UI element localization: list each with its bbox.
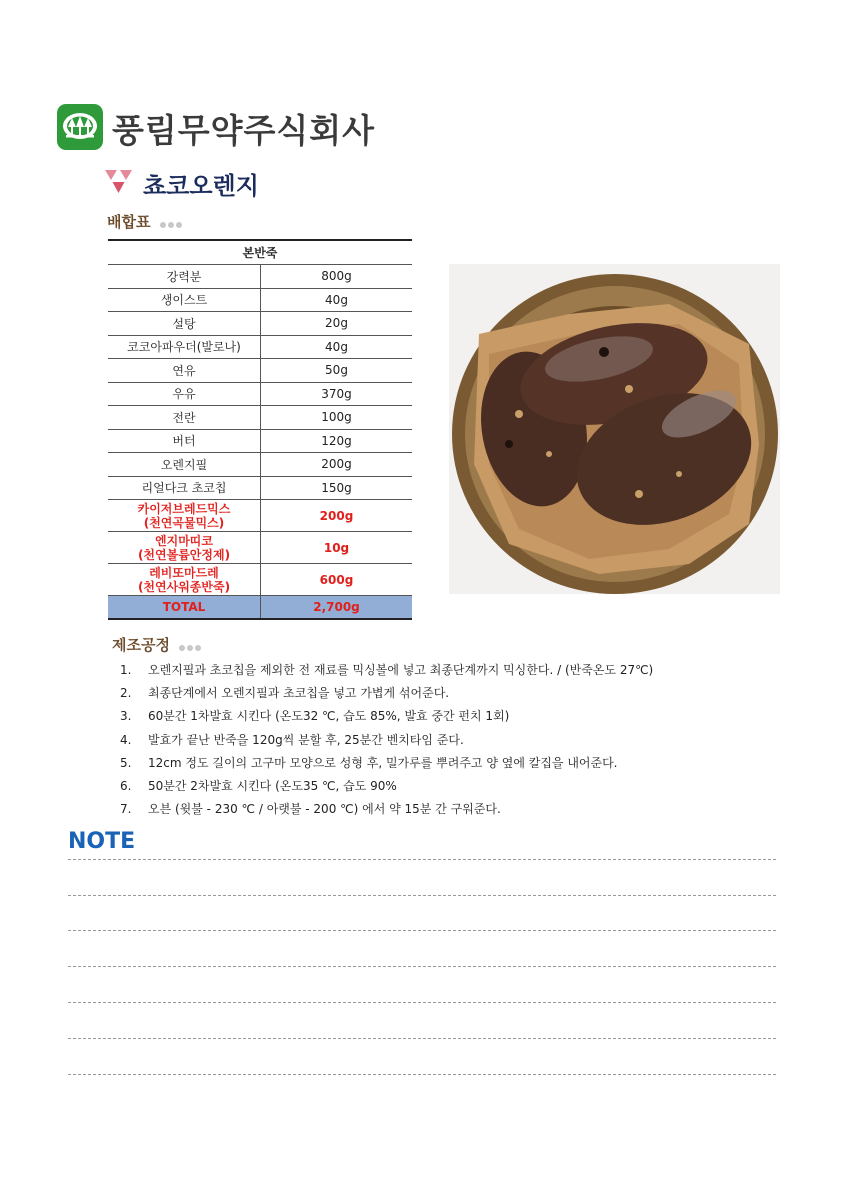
ingredient-name: 코코아파우더(발로나) (108, 335, 261, 359)
ingredient-name: 전란 (108, 406, 261, 430)
process-steps (120, 659, 820, 821)
ingredient-name-line1: 엔지마띠코 (155, 533, 213, 548)
step-number: 6. (120, 778, 132, 793)
ingredient-amount: 200g (261, 453, 413, 477)
step-number: 7. (120, 802, 132, 817)
ingredient-name: 연유 (108, 359, 261, 383)
ingredient-amount: 50g (261, 359, 413, 383)
table-row (108, 382, 412, 406)
note-line (68, 859, 776, 860)
triangle-cluster-icon (104, 168, 134, 196)
list-item (120, 752, 820, 775)
ingredient-name: 우유 (108, 382, 261, 406)
step-number: 4. (120, 732, 132, 747)
dots-decoration (160, 214, 184, 232)
list-item (120, 682, 820, 705)
note-line (68, 966, 776, 967)
formula-label-text: 배합표 (107, 213, 151, 231)
step-text: 발효가 끝난 반죽을 120g씩 분할 후, 25분간 벤치타임 준다. (148, 732, 464, 747)
step-number: 3. (120, 709, 132, 724)
list-item (120, 798, 820, 821)
table-row-total (108, 596, 412, 620)
note-line (68, 895, 776, 896)
note-line (68, 1002, 776, 1003)
ingredient-amount: 40g (261, 288, 413, 312)
ingredient-name-line1: 레비또마드레 (149, 565, 219, 580)
ingredient-amount: 20g (261, 312, 413, 336)
ingredient-amount: 200g (261, 500, 413, 532)
table-row (108, 429, 412, 453)
ingredient-name-line1: 카이저브레드믹스 (137, 501, 231, 516)
table-row (108, 359, 412, 383)
table-row (108, 406, 412, 430)
table-row-highlight (108, 532, 412, 564)
ingredient-name: 강력분 (108, 265, 261, 289)
ingredient-name: 버터 (108, 429, 261, 453)
ingredient-name-line2: (천연곡물믹스) (143, 515, 225, 530)
list-item (120, 659, 820, 682)
table-row (108, 288, 412, 312)
note-title: NOTE (68, 829, 136, 854)
recipe-title: 쵸코오렌지 (143, 172, 259, 200)
total-amount: 2,700g (261, 596, 413, 620)
process-section-label (112, 634, 203, 655)
step-text: 오븐 (윗불 - 230 ℃ / 아랫불 - 200 ℃) 에서 약 15분 간 구워준다. (148, 802, 501, 817)
table-header: 본반죽 (108, 240, 412, 265)
recipe-table (108, 239, 412, 620)
step-number: 1. (120, 663, 132, 677)
table-row-highlight (108, 564, 412, 596)
table-row-highlight (108, 500, 412, 532)
step-text: 12cm 정도 길이의 고구마 모양으로 성형 후, 밀가루를 뿌려주고 양 옆에 칼집을 내어준다. (148, 755, 618, 770)
company-name: 풍림무약주식회사 (112, 111, 376, 150)
formula-section-label (107, 211, 184, 232)
ingredient-name: 오렌지필 (108, 453, 261, 477)
step-number: 5. (120, 755, 132, 770)
list-item (120, 729, 820, 752)
ingredient-amount: 600g (261, 564, 413, 596)
step-text: 오렌지필과 초코칩을 제외한 전 재료를 믹싱볼에 넣고 최종단계까지 믹싱한다. / (반죽온도 27℃) (148, 663, 654, 677)
ingredient-name: 설탕 (108, 312, 261, 336)
table-row (108, 476, 412, 500)
step-text: 60분간 1차발효 시킨다 (온도32 ℃, 습도 85%, 발효 중간 펀치 1회) (148, 709, 510, 724)
note-line (68, 930, 776, 931)
ingredient-name (108, 564, 261, 596)
dots-decoration (179, 637, 203, 655)
ingredient-name: 리얼다크 초코칩 (108, 476, 261, 500)
table-row (108, 265, 412, 289)
table-row (108, 335, 412, 359)
table-row (108, 312, 412, 336)
note-line (68, 1038, 776, 1039)
step-number: 2. (120, 686, 132, 701)
ingredient-amount: 100g (261, 406, 413, 430)
ingredient-name (108, 532, 261, 564)
table-row (108, 453, 412, 477)
ingredient-name-line2: (천연볼륨안정제) (137, 547, 231, 562)
total-label: TOTAL (108, 596, 261, 620)
ingredient-name (108, 500, 261, 532)
step-text: 50분간 2차발효 시킨다 (온도35 ℃, 습도 90% (148, 778, 397, 793)
step-text: 최종단계에서 오렌지필과 초코칩을 넣고 가볍게 섞어준다. (148, 686, 450, 701)
note-line (68, 1074, 776, 1075)
list-item (120, 705, 820, 728)
bread-photo (449, 264, 780, 594)
ingredient-amount: 150g (261, 476, 413, 500)
ingredient-amount: 370g (261, 382, 413, 406)
ingredient-name-line2: (천연사워종반죽) (137, 579, 231, 594)
ingredient-amount: 40g (261, 335, 413, 359)
tree-logo-icon (57, 104, 103, 150)
ingredient-amount: 120g (261, 429, 413, 453)
list-item (120, 775, 820, 798)
ingredient-amount: 800g (261, 265, 413, 289)
process-label-text: 제조공정 (112, 636, 170, 654)
ingredient-amount: 10g (261, 532, 413, 564)
ingredient-name: 생이스트 (108, 288, 261, 312)
